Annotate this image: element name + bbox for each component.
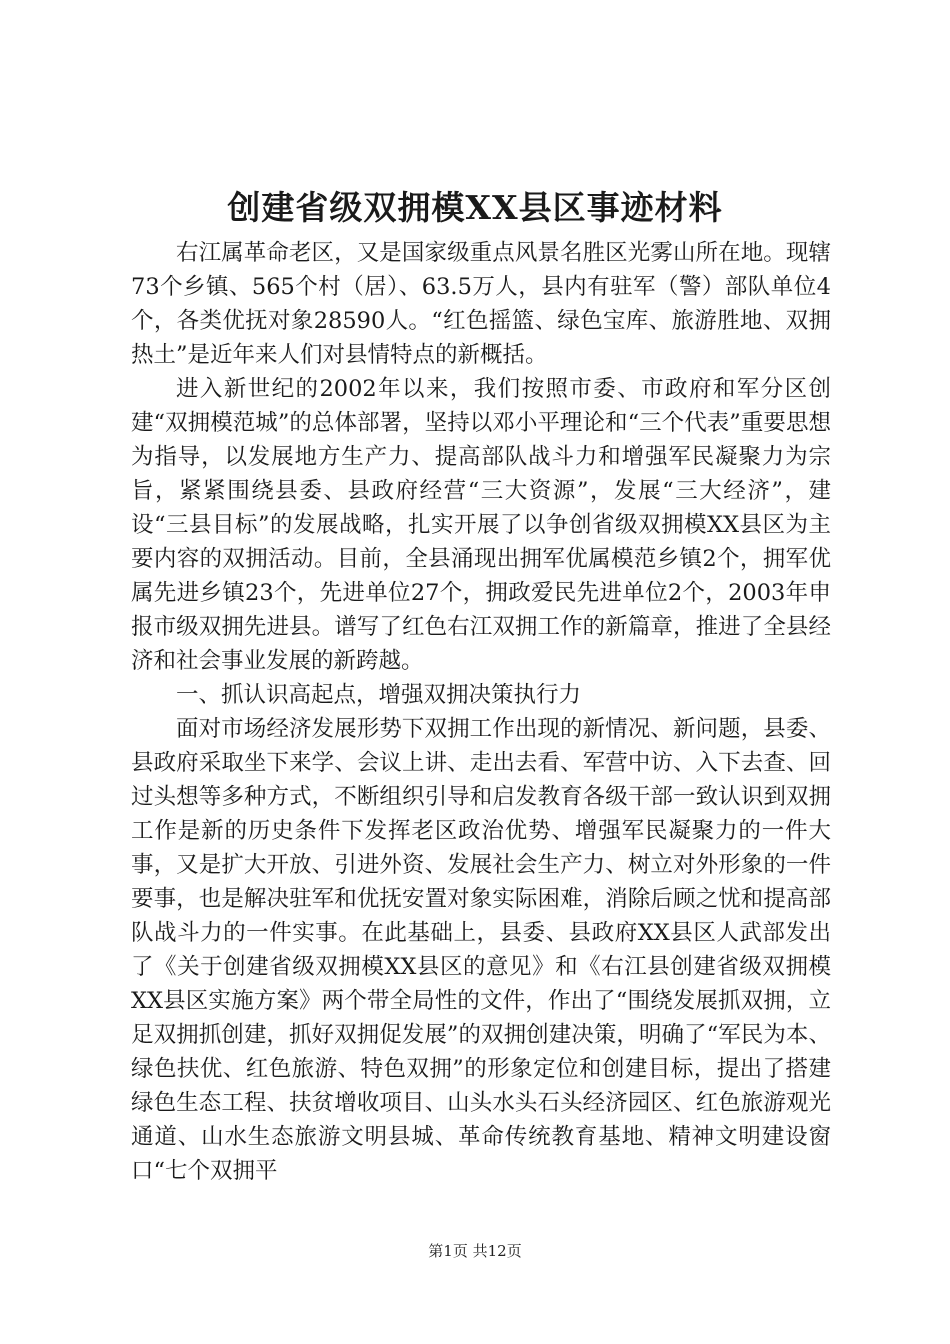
page-footer: 第1页 共12页 [428, 1242, 522, 1260]
document-title: 创建省级双拥模XX县区事迹材料 [227, 188, 723, 227]
paragraph: 面对市场经济发展形势下双拥工作出现的新情况、新问题，县委、县政府采取坐下来学、会议上讲、走出去看、军营中访、入下去查、回过头想等多种方式，不断组织引导和启发教育各级干部一致认识到双拥工作是新的历史条件下发挥老区政治优势、增强军民凝聚力的一件大事，又是扩大开放、引进外资、发展社会生产力、树立对外形象的一件要事，也是解决驻军和优抚安置对象实际困难，消除后顾之忧和提高部队战斗力的一件实事。在此基础上，县委、县政府XX县区人武部发出了《关于创建省级双拥模XX县区的意见》和《右江县创建省级双拥模XX县区实施方案》两个带全局性的文件，作出了“围绕发展抓双拥，立足双拥抓创建，抓好双拥促发展”的双拥创建决策，明确了“军民为本、绿色扶优、红色旅游、特色双拥”的形象定位和创建目标，提出了搭建绿色生态工程、扶贫增收项目、山头水头石头经济园区、红色旅游观光通道、山水生态旅游文明县城、革命传统教育基地、精神文明建设窗口“七个双拥平 [131, 716, 831, 1184]
section-heading: 一、抓认识高起点，增强双拥决策执行力 [176, 682, 582, 708]
paragraph: 右江属革命老区，又是国家级重点风景名胜区光雾山所在地。现辖73个乡镇、565个村（居）、63.5万人，县内有驻军（警）部队单位4个，各类优抚对象28590人。“红色摇篮、绿色宝库、旅游胜地、双拥热土”是近年来人们对县情特点的新概括。 [131, 240, 831, 368]
paragraph: 进入新世纪的2002年以来，我们按照市委、市政府和军分区创建“双拥模范城”的总体部署，坚持以邓小平理论和“三个代表”重要思想为指导，以发展地方生产力、提高部队战斗力和增强军民凝聚力为宗旨，紧紧围绕县委、县政府经营“三大资源”，发展“三大经济”，建设“三县目标”的发展战略，扎实开展了以争创省级双拥模XX县区为主要内容的双拥活动。目前，全县涌现出拥军优属模范乡镇2个，拥军优属先进乡镇23个，先进单位27个，拥政爱民先进单位2个，2003年申报市级双拥先进县。谱写了红色右江双拥工作的新篇章，推进了全县经济和社会事业发展的新跨越。 [131, 376, 831, 674]
document-body [131, 236, 831, 1188]
